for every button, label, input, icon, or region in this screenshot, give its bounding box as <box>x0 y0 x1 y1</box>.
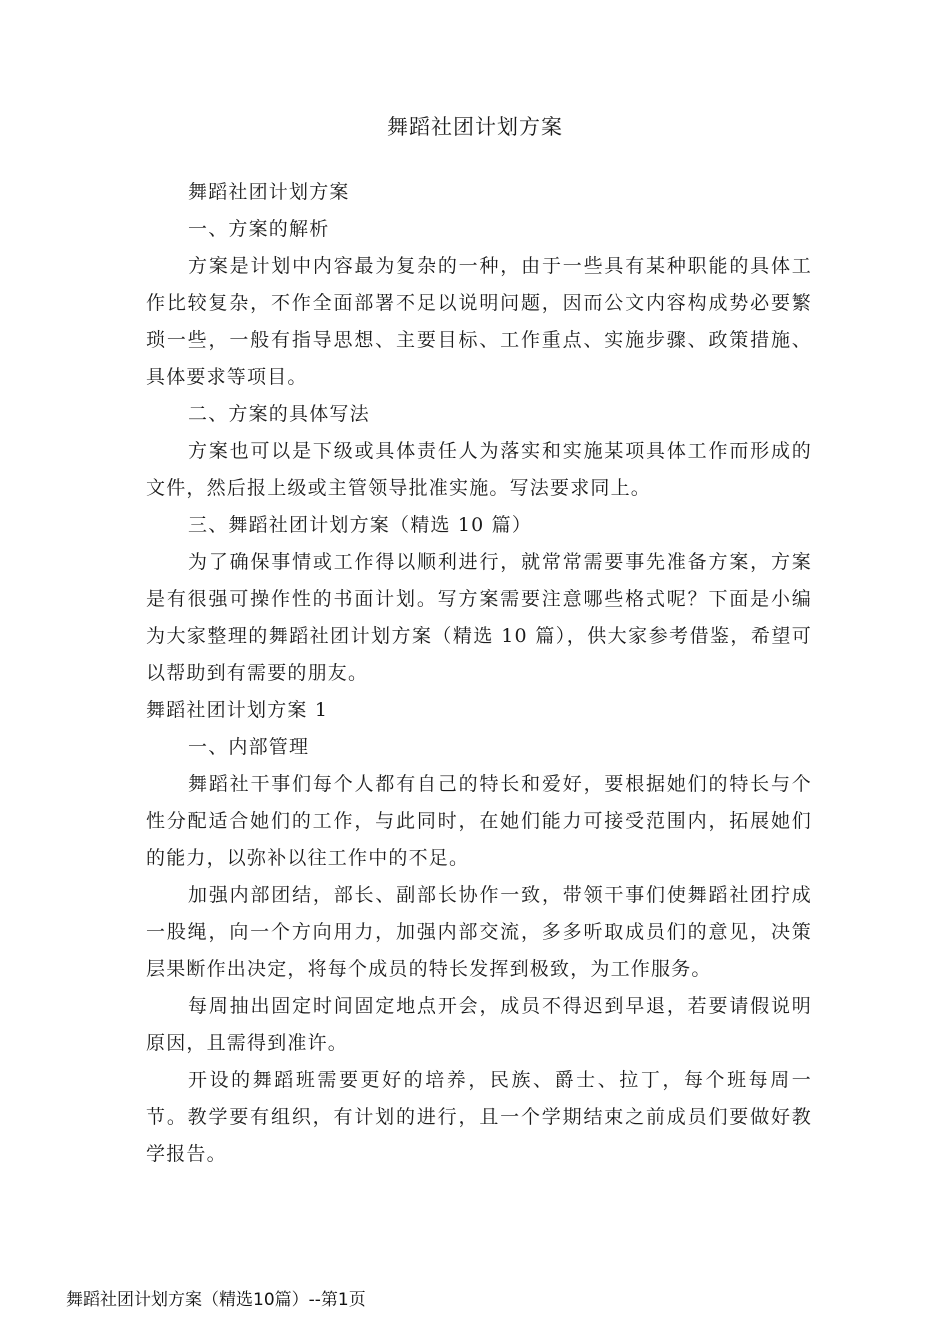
paragraph: 舞蹈社干事们每个人都有自己的特长和爱好，要根据她们的特长与个性分配适合她们的工作，与此同时，在她们能力可接受范围内，拓展她们的能力，以弥补以往工作中的不足。 <box>146 773 812 869</box>
heading-section-2: 二、方案的具体写法 <box>188 403 370 425</box>
paragraph: 加强内部团结，部长、副部长协作一致，带领干事们使舞蹈社团拧成一股绳，向一个方向用力，加强内部交流，多多听取成员们的意见，决策层果断作出决定，将每个成员的特长发挥到极致，为工作服务。 <box>146 884 812 980</box>
heading-section-3: 三、舞蹈社团计划方案（精选 10 篇） <box>188 514 533 536</box>
paragraph: 为了确保事情或工作得以顺利进行，就常常需要事先准备方案，方案是有很强可操作性的书面计划。写方案需要注意哪些格式呢？下面是小编为大家整理的舞蹈社团计划方案（精选 10 篇），供大家参考借鉴，希望可以帮助到有需要的朋友。 <box>146 551 812 684</box>
paragraph: 每周抽出固定时间固定地点开会，成员不得迟到早退，若要请假说明原因，且需得到准许。 <box>146 995 812 1054</box>
heading-section-1: 一、方案的解析 <box>188 218 330 240</box>
document-title: 舞蹈社团计划方案 <box>387 115 563 139</box>
page-footer: 舞蹈社团计划方案（精选10篇）--第1页 <box>66 1290 366 1310</box>
paragraph-subtitle: 舞蹈社团计划方案 <box>188 181 350 203</box>
heading-internal-management: 一、内部管理 <box>188 736 310 758</box>
heading-plan-1: 舞蹈社团计划方案 1 <box>146 699 329 721</box>
paragraph: 开设的舞蹈班需要更好的培养，民族、爵士、拉丁，每个班每周一节。教学要有组织，有计划的进行，且一个学期结束之前成员们要做好教学报告。 <box>146 1069 812 1165</box>
paragraph: 方案是计划中内容最为复杂的一种，由于一些具有某种职能的具体工作比较复杂，不作全面部署不足以说明问题，因而公文内容构成势必要繁琐一些，一般有指导思想、主要目标、工作重点、实施步骤、政策措施、具体要求等项目。 <box>146 255 812 388</box>
paragraph: 方案也可以是下级或具体责任人为落实和实施某项具体工作而形成的文件，然后报上级或主管领导批准实施。写法要求同上。 <box>146 440 812 499</box>
document-body <box>146 174 812 1173</box>
